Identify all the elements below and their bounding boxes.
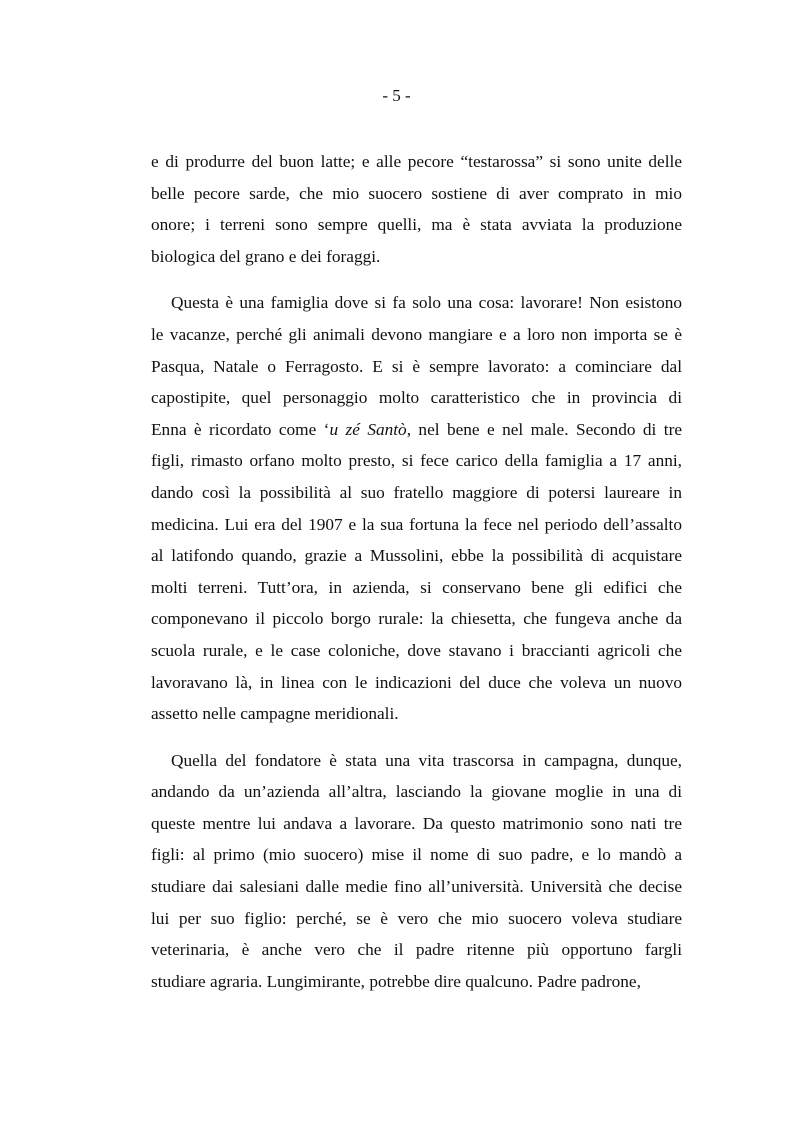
text-line: Pasqua, Natale o Ferragosto. E si è sempre lavorato: a cominciare dal [151,356,682,376]
text-line: Quella del fondatore è stata una vita trascorsa in campagna, dunque, [171,750,682,770]
text-line: studiare agraria. Lungimirante, potrebbe dire qualcuno. Padre padrone, [151,971,641,991]
text-line: Questa è una famiglia dove si fa solo una cosa: lavorare! Non esistono [171,293,682,313]
text-line: veterinaria, è anche vero che il padre ritenne più opportuno fargli [151,940,682,960]
document-body [151,146,682,997]
text-line: capostipite, quel personaggio molto caratteristico che in provincia di [151,388,682,408]
italic-nickname: u zé Santò [329,419,407,439]
text-line: figli: al primo (mio suocero) mise il nome di suo padre, e lo mandò a [151,845,682,865]
text-line: andando da un’azienda all’altra, lasciando la giovane moglie in una di [151,782,682,802]
text-line: assetto nelle campagne meridionali. [151,704,399,724]
text-line: al latifondo quando, grazie a Mussolini, ebbe la possibilità di acquistare [151,546,682,566]
paragraph-3 [151,745,682,998]
text-line: le vacanze, perché gli animali devono mangiare e a loro non importa se è [151,324,682,344]
paragraph-2 [151,287,682,729]
text-line: dando così la possibilità al suo fratello maggiore di potersi laureare in [151,482,682,502]
text-line: biologica del grano e dei foraggi. [151,246,381,266]
text-line: belle pecore sarde, che mio suocero sostiene di aver comprato in mio [151,183,682,203]
text-line: onore; i terreni sono sempre quelli, ma è stata avviata la produzione [151,215,682,235]
text-line: medicina. Lui era del 1907 e la sua fortuna la fece nel periodo dell’assalto [151,514,682,534]
text-line [151,414,682,446]
page-number: - 5 - [382,86,411,105]
text-line: lavoravano là, in linea con le indicazioni del duce che voleva un nuovo [151,672,682,692]
paragraph-1 [151,146,682,272]
text-fragment: Enna è ricordato come ‘ [151,419,330,439]
text-line: componevano il piccolo borgo rurale: la chiesetta, che fungeva anche da [151,609,682,629]
text-line: scuola rurale, e le case coloniche, dove stavano i braccianti agricoli che [151,640,682,660]
text-line: studiare dai salesiani dalle medie fino all’università. Università che decise [151,877,682,897]
text-fragment: , nel bene e nel male. Secondo di tre [406,419,682,439]
text-line: e di produrre del buon latte; e alle pecore “testarossa” si sono unite delle [151,152,682,171]
text-line: lui per suo figlio: perché, se è vero che mio suocero voleva studiare [151,908,682,928]
text-line: molti terreni. Tutt’ora, in azienda, si conservano bene gli edifici che [151,577,682,597]
text-line: queste mentre lui andava a lavorare. Da questo matrimonio sono nati tre [151,813,682,833]
text-line: figli, rimasto orfano molto presto, si fece carico della famiglia a 17 anni, [151,451,682,471]
